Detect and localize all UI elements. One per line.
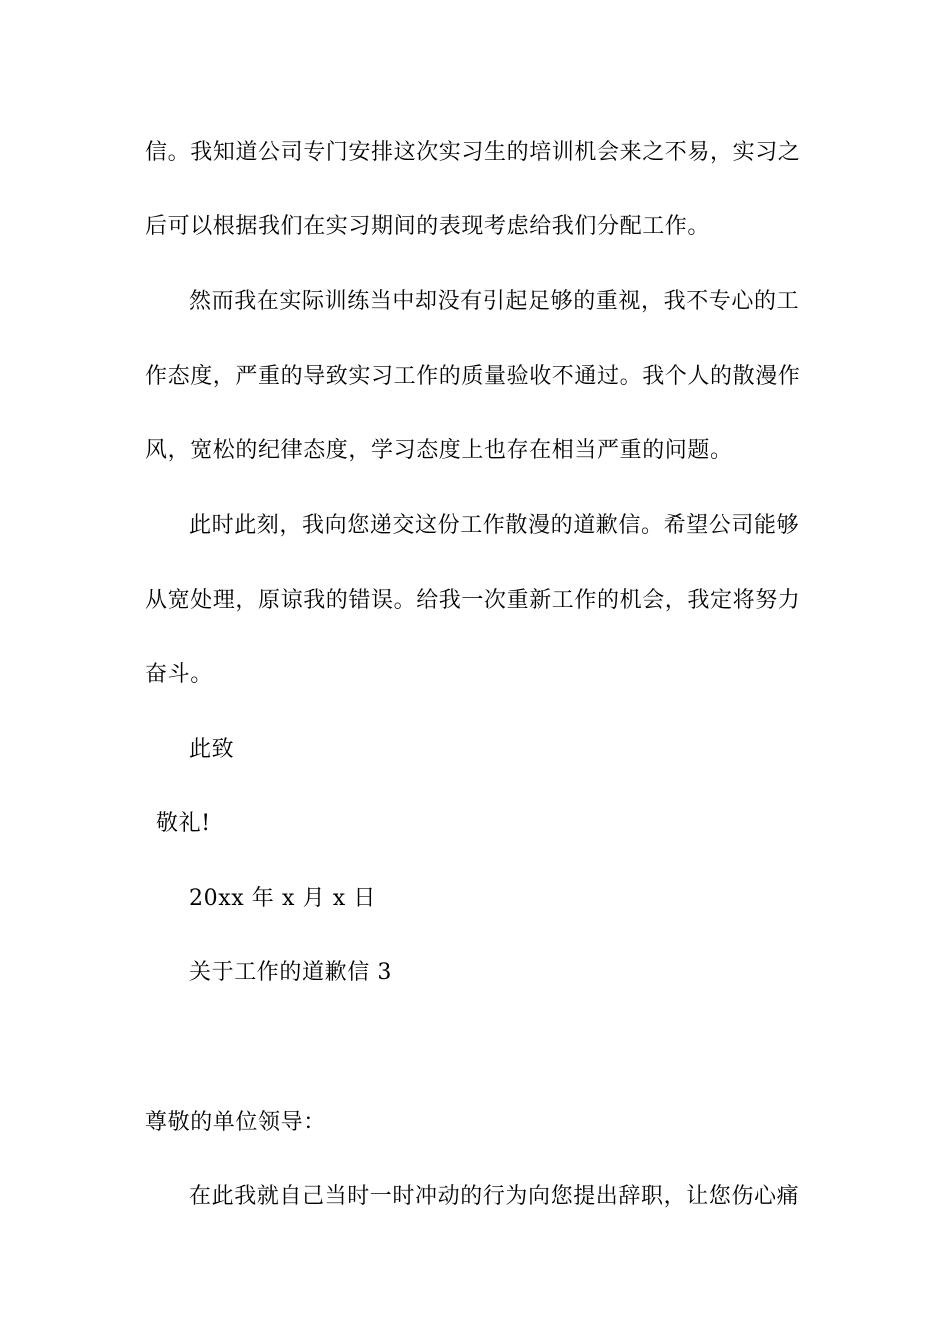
paragraph-line: 然而我在实际训练当中却没有引起足够的重视，我不专心的工 bbox=[189, 289, 800, 314]
paragraph-line: 风，宽松的纪律态度，学习态度上也存在相当严重的问题。 bbox=[145, 438, 733, 463]
section-title: 关于工作的道歉信 3 bbox=[189, 960, 392, 985]
paragraph-line: 信。我知道公司专门安排这次实习生的培训机会来之不易，实习之 bbox=[145, 140, 801, 165]
paragraph-line: 作态度，严重的导致实习工作的质量验收不通过。我个人的散漫作 bbox=[145, 364, 801, 389]
paragraph-line: 从宽处理，原谅我的错误。给我一次重新工作的机会，我定将努力 bbox=[145, 588, 801, 613]
paragraph-line: 奋斗。 bbox=[145, 662, 213, 687]
paragraph-line: 此时此刻，我向您递交这份工作散漫的道歉信。希望公司能够 bbox=[189, 513, 800, 538]
greeting-line: 尊敬的单位领导： bbox=[145, 1110, 326, 1135]
paragraph-line: 后可以根据我们在实习期间的表现考虑给我们分配工作。 bbox=[145, 214, 711, 239]
closing-line: 此致 bbox=[189, 737, 235, 762]
date-line: 20xx 年 x 月 x 日 bbox=[189, 886, 376, 911]
paragraph-line: 在此我就自己当时一时冲动的行为向您提出辞职，让您伤心痛 bbox=[189, 1184, 800, 1209]
salutation-line: 敬礼! bbox=[156, 811, 211, 836]
